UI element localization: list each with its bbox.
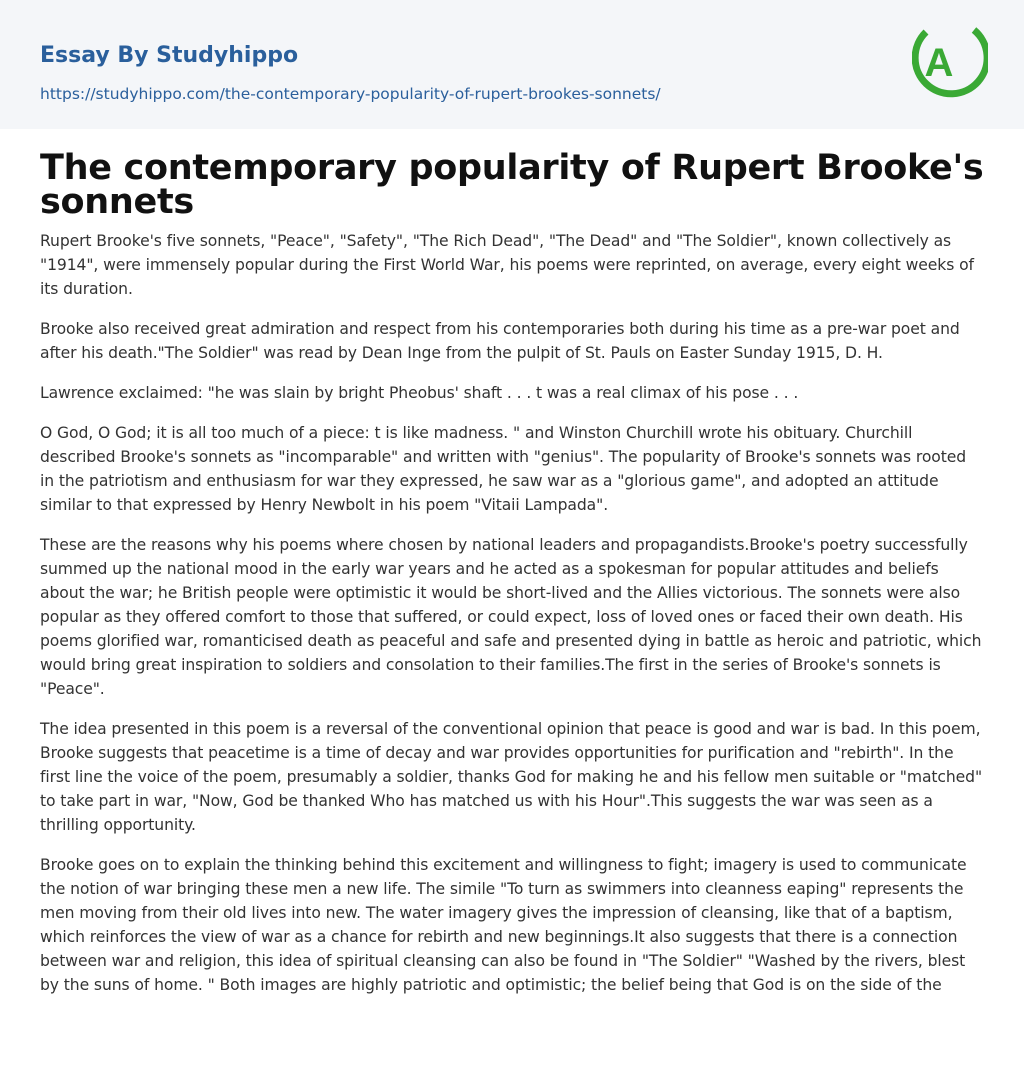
source-url-link[interactable]: https://studyhippo.com/the-contemporary-popularity-of-rupert-brookes-sonnets/ [40, 85, 661, 103]
paragraph: Lawrence exclaimed: "he was slain by bright Pheobus' shaft . . . t was a real climax of his pose . . . [40, 384, 799, 402]
page-title: The contemporary popularity of Rupert Brooke's sonnets [40, 148, 984, 222]
paragraph: These are the reasons why his poems where chosen by national leaders and propagandists.Brooke's poetry successfully summed up the national mood in the early war years and he acted as a spokesman for popular attitudes and beliefs about the war; he British people were optimistic it would be short-lived and the Allies victorious. The sonnets were also popular as they offered comfort to those that suffered, or could expect, loss of loved ones or faced their own death. His poems glorified war, romanticised death as peaceful and safe and presented dying in battle as heroic and patriotic, which would bring great inspiration to soldiers and consolation to their families.The first in the series of Brooke's sonnets is "Peace". [40, 536, 982, 698]
brand-name[interactable]: Essay By Studyhippo [40, 43, 299, 68]
paragraph: Brooke goes on to explain the thinking behind this excitement and willingness to fight; imagery is used to communicate the notion of war bringing these men a new life. The simile "To turn as swimmers into cleanness eaping" represents the men moving from their old lives into new. The water imagery gives the impression of cleansing, like that of a baptism, which reinforces the view of war as a chance for rebirth and new beginnings.It also suggests that there is a connection between war and religion, this idea of spiritual cleansing can also be found in "The Soldier" "Washed by the rivers, blest by the suns of home. " Both images are highly patriotic and optimistic; the belief being that God is on the side of the [40, 856, 967, 994]
article-body [0, 148, 1024, 997]
page-header [0, 0, 1024, 129]
paragraph: Rupert Brooke's five sonnets, "Peace", "Safety", "The Rich Dead", "The Dead" and "The Soldier", known collectively as "1914", were immensely popular during the First World War, his poems were reprinted, on average, every eight weeks of its duration. [40, 232, 974, 298]
paragraph: O God, O God; it is all too much of a piece: t is like madness. " and Winston Churchill wrote his obituary. Churchill described Brooke's sonnets as "incomparable" and written with "genius". The popularity of Brooke's sonnets was rooted in the patriotism and enthusiasm for war they expressed, he saw war as a "glorious game", and adopted an attitude similar to that expressed by Henry Newbolt in his poem "Vitaii Lampada". [40, 424, 967, 514]
paragraph: Brooke also received great admiration and respect from his contemporaries both during his time as a pre-war poet and after his death."The Soldier" was read by Dean Inge from the pulpit of St. Pauls on Easter Sunday 1915, D. H. [40, 320, 960, 362]
studyhippo-logo-icon[interactable] [912, 18, 988, 106]
logo-letter: A [924, 41, 954, 85]
paragraph: The idea presented in this poem is a reversal of the conventional opinion that peace is good and war is bad. In this poem, Brooke suggests that peacetime is a time of decay and war provides opportunities for purification and "rebirth". In the first line the voice of the poem, presumably a soldier, thanks God for making he and his fellow men suitable or "matched" to take part in war, "Now, God be thanked Who has matched us with his Hour".This suggests the war was seen as a thrilling opportunity. [40, 720, 983, 834]
